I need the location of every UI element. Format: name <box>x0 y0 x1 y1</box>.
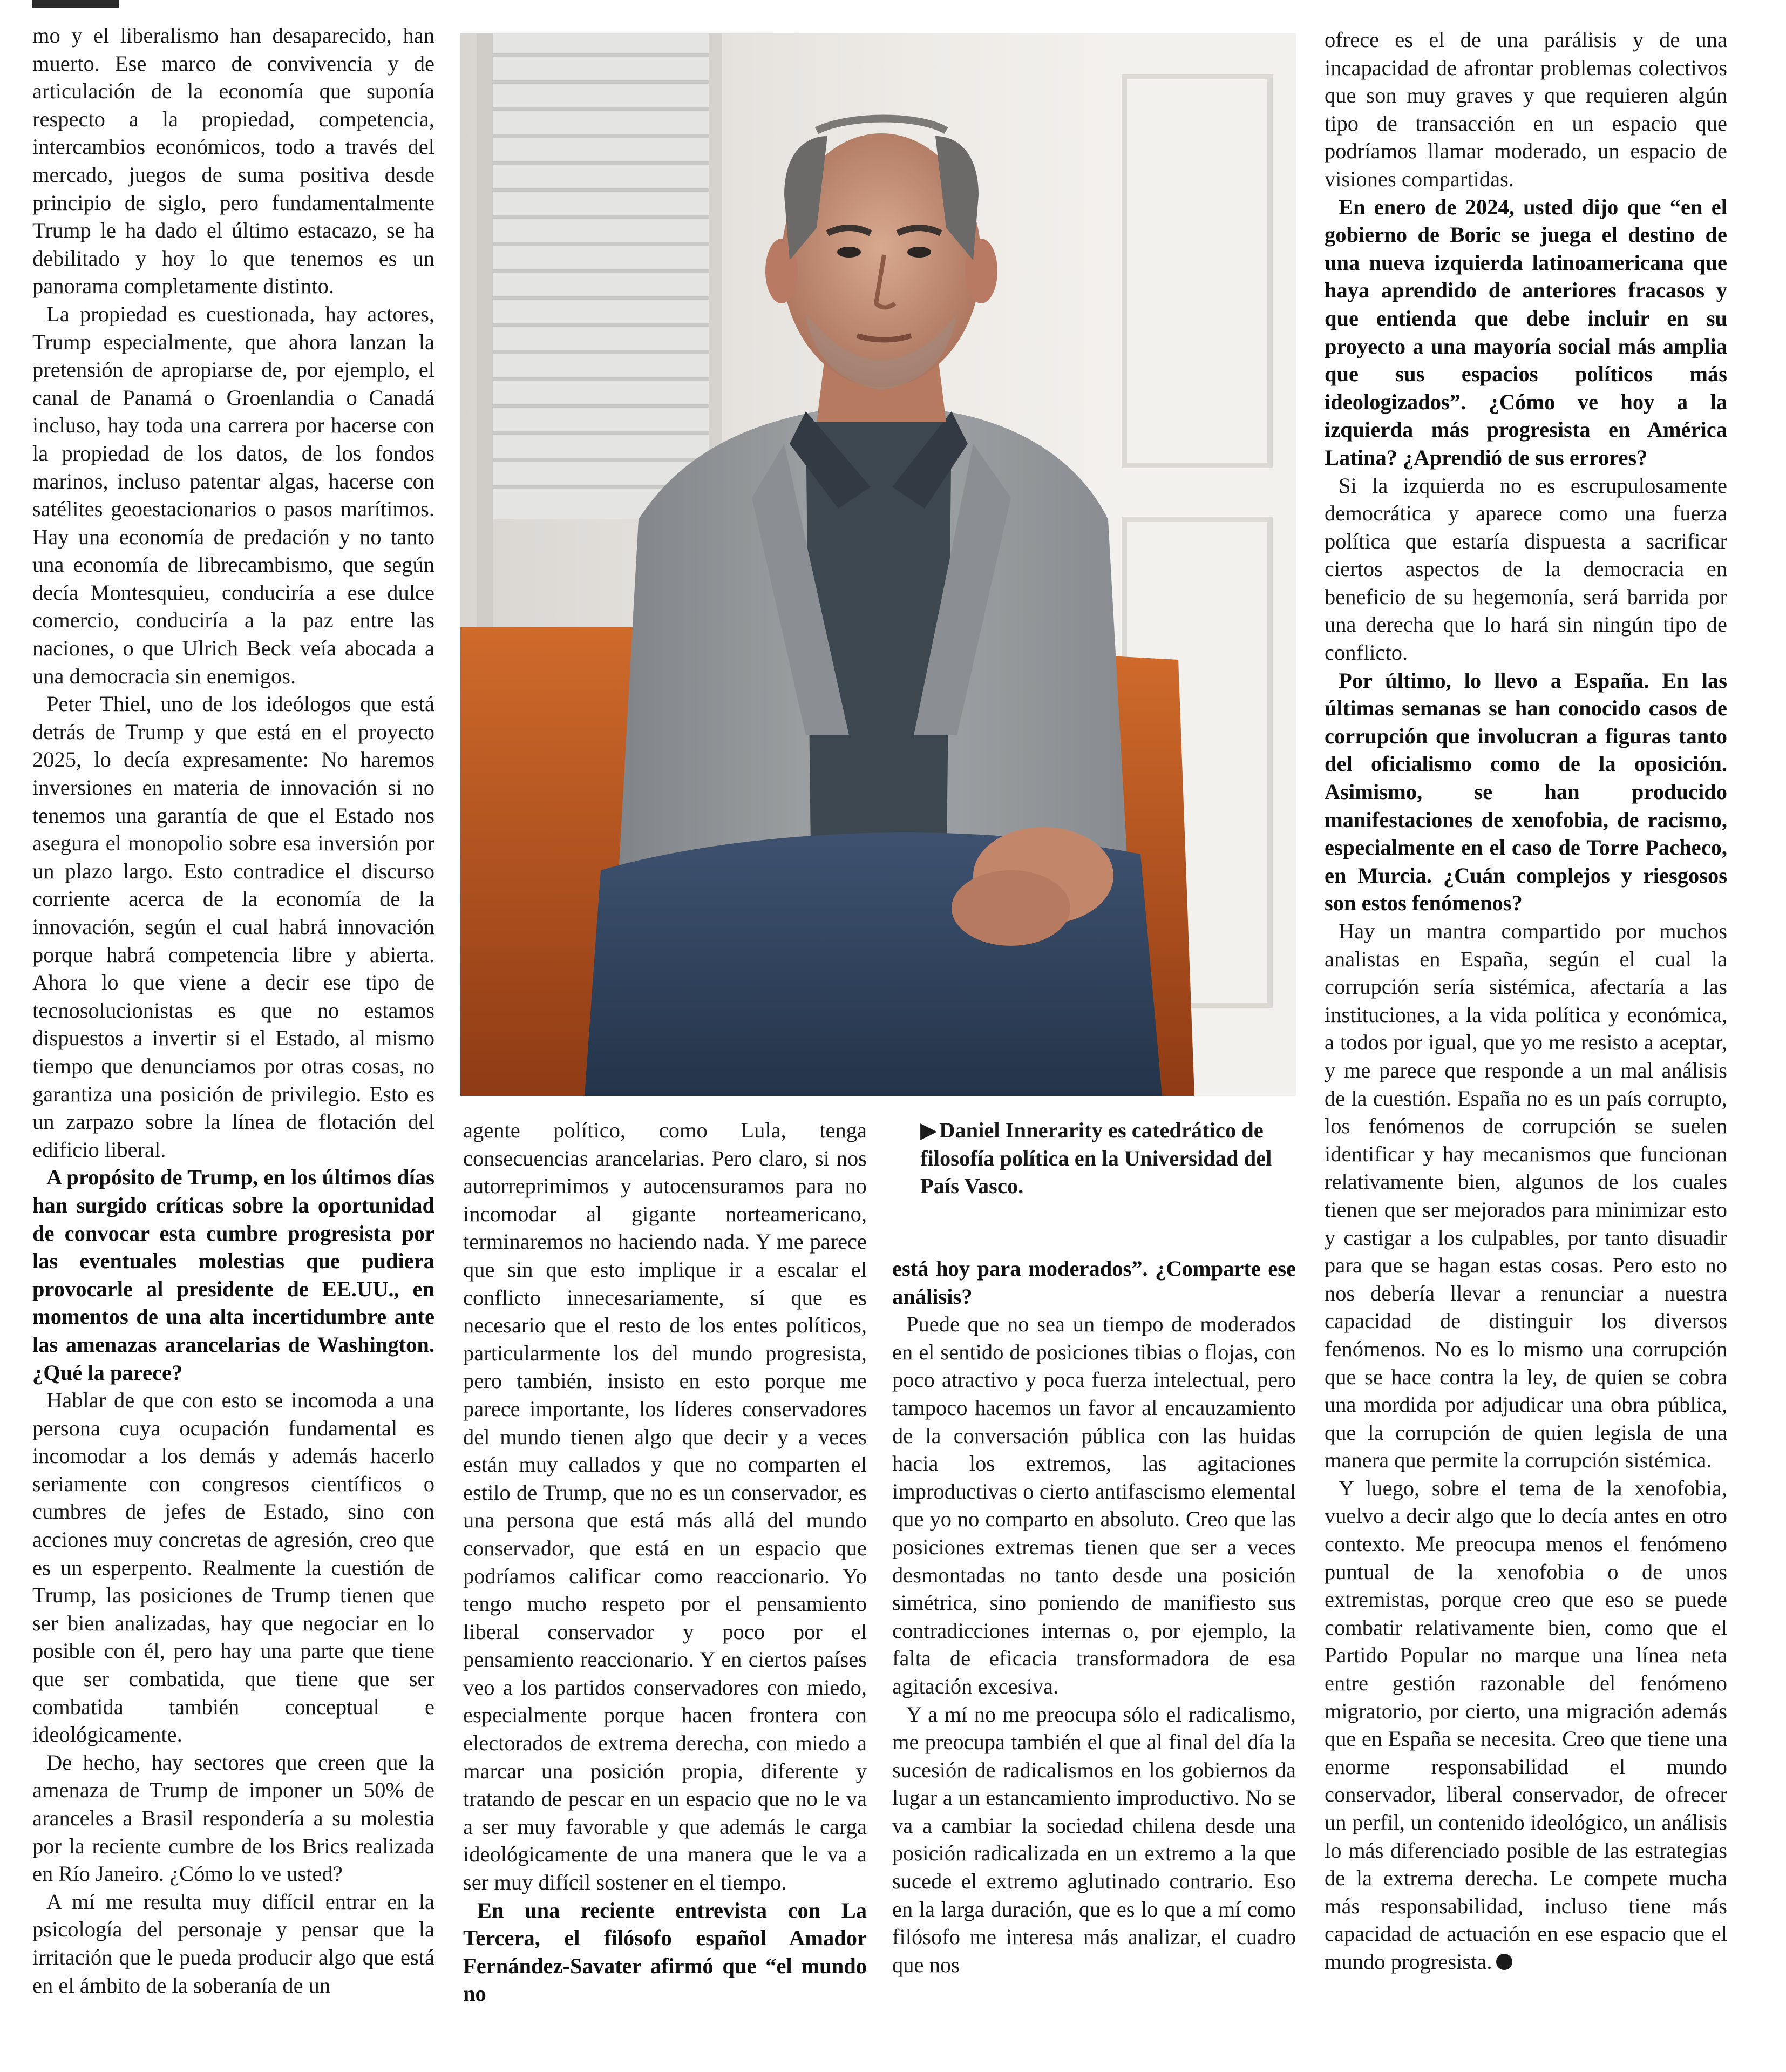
article-paragraph: agente político, como Lula, tenga consecuencias arancelarias. Pero claro, si nos autorreprimimos y autocensuramos para no incomodar al gigante norteamericano, terminaremos no haciendo nada. Y me parece que sin que esto implique ir a escalar el conflicto innecesariamente, sí que es necesario que el resto de los entes políticos, particularmente los del mundo progresista, pero también, insisto en esto porque me parece importante, los líderes conservadores del mundo tienen algo que decir y a veces están muy callados y que no comparten el estilo de Trump, que no es un conservador, es una persona que está más allá del mundo conservador, que está en un espacio que podríamos calificar como reaccionario. Yo tengo mucho respeto por el pensamiento liberal conservador y poco por el pensamiento reaccionario. Y en ciertos países veo a los partidos conservadores con miedo, especialmente porque hacen frontera con electorados de extrema derecha, con miedo a marcar una posición propia, diferente y tratando de pescar en un espacio que no le va a ser muy favorable y que además le carga ideológicamente de una manera que le va a ser muy difícil sostener en el tiempo. <box>463 1118 867 1895</box>
article-paragraph: De hecho, hay sectores que creen que la amenaza de Trump de imponer un 50% de aranceles a Brasil respondería a su molestia por la reciente cumbre de los Brics realizada en Río Janeiro. ¿Cómo lo ve usted? <box>32 1750 434 1886</box>
interview-question: está hoy para moderados”. ¿Comparte ese análisis? <box>892 1256 1296 1309</box>
portrait-illustration <box>460 33 1296 1096</box>
article-paragraph: ofrece es el de una parálisis y de una incapacidad de afrontar problemas colectivos que son muy graves y que requieren algún tipo de transacción en un espacio que podríamos llamar moderado, un espacio de visiones compartidas. <box>1325 28 1727 191</box>
article-paragraph: Peter Thiel, uno de los ideólogos que está detrás de Trump y que está en el proyecto 2025, lo decía expresamente: No haremos inversiones en materia de innovación si no tenemos una garantía de que el Estado nos asegura el monopolio sobre esa inversión por un plazo largo. Esto contradice el discurso corriente acerca de la economía de la innovación, según el cual habrá innovación porque habrá competencia libre y abierta. Ahora lo que viene a decir ese tipo de tecnosolucionistas es que no estamos dispuestos a invertir si el Estado, al mismo tiempo que denunciamos por otras cosas, no garantiza una posición de privilegio. Esto es un zarpazo sobre la línea de flotación del edificio liberal. <box>32 692 434 1162</box>
end-mark-icon <box>1496 1954 1512 1970</box>
article-paragraph: mo y el liberalismo han desaparecido, han muerto. Ese marco de convivencia y de articulación de la economía que suponía respecto a la propiedad, competencia, intercambios económicos, todo a través del mercado, juegos de suma positiva desde principio de siglo, pero fundamentalmente Trump le ha dado el último estacazo, se ha debilitado y hoy lo que tenemos es un panorama completamente distinto. <box>32 23 434 299</box>
article-paragraph: Puede que no sea un tiempo de moderados en el sentido de posiciones tibias o flojas, con poco atractivo y poca fuerza intelectual, pero tampoco hacemos un favor al encauzamiento de la conversación pública con las huidas hacia los extremos, las agitaciones improductivas o cierto antifascismo elemental que yo no comparto en absoluto. Creo que las posiciones extremas tienen que ser a veces desmontadas no tanto desde una posición simétrica, sino poniendo de manifiesto sus contradicciones internas o, por ejemplo, la falta de eficacia transformadora de esa agitación excesiva. <box>892 1312 1296 1698</box>
caption-text: Daniel Innerarity es catedrático de filosofía política en la Universidad del País Vasco. <box>920 1118 1272 1198</box>
article-paragraph <box>1325 1474 1727 1976</box>
interview-question: Por último, lo llevo a España. En las últimas semanas se han conocido casos de corrupción que involucran a figuras tanto del oficialismo como de la oposición. Asimismo, se han producido manifestaciones de xenofobia, de racismo, especialmente en el caso de Torre Pacheco, en Murcia. ¿Cuán complejos y riesgosos son estos fenómenos? <box>1325 668 1727 916</box>
article-paragraph: A mí me resulta muy difícil entrar en la psicología del personaje y pensar que la irritación que le pueda producir algo que está en el ámbito de la soberanía de un <box>32 1889 434 1997</box>
triangle-right-icon: ▶ <box>920 1118 938 1142</box>
article-column-4 <box>1325 26 1727 2056</box>
article-column-2 <box>463 1116 867 2045</box>
article-paragraph: Si la izquierda no es escrupulosamente democrática y aparece como una fuerza política que estaría dispuesta a sacrificar ciertos aspectos de la democracia en beneficio de su hegemonía, será barrida por una derecha que lo hará sin ningún tipo de conflicto. <box>1325 473 1727 665</box>
article-column-3 <box>892 1255 1296 2048</box>
page-header-fragment <box>32 0 119 8</box>
article-paragraph: Hay un mantra compartido por muchos analistas en España, según el cual la corrupción sería sistémica, afectaría a las instituciones, a la vida política y económica, a todos por igual, que yo me resisto a aceptar, y me parece que responde a un mal análisis de la cuestión. España no es un país corrupto, los fenómenos de corrupción se suelen identificar y hay mecanismos que funcionan relativamente bien, algunos de los cuales tienen que ser mejorados para minimizar esto y castigar a los culpables, por tanto disuadir para que se hagan estas cosas. Pero esto no nos debería llevar a renunciar a nuestra capacidad de distinguir los diversos fenómenos. No es lo mismo una corrupción que se hace contra la ley, de quien se cobra una mordida por adjudicar una obra pública, que la corrupción de quien legisla de una manera que permite la corrupción sistémica. <box>1325 919 1727 1473</box>
article-paragraph: Y a mí no me preocupa sólo el radicalismo, me preocupa también el que al final del día la sucesión de radicalismos en los gobiernos da lugar a un estancamiento improductivo. No se va a cambiar la sociedad chilena desde una posición radicalizada en un extremo a la que sucede el extremo aglutinado contrario. Eso en la larga duración, que es lo que a mí como filósofo me interesa más analizar, el cuadro que nos <box>892 1702 1296 1977</box>
article-column-1 <box>32 22 434 2019</box>
article-paragraph-text: Y luego, sobre el tema de la xenofobia, vuelvo a decir algo que lo decía antes en otro contexto. Me preocupa menos el fenómeno puntual de la xenofobia o de unos extremistas, porque creo que eso se puede combatir relativamente bien, como que el Partido Popular no marque una línea neta entre gestión razonable del fenómeno migratorio, por cierto, una migración además que en España se necesita. Creo que tiene una enorme responsabilidad el mundo conservador, liberal conservador, de ofrecer un perfil, un contenido ideológico, un análisis lo más diferenciado posible de las estrategias de la extrema derecha. Le compete mucha más responsabilidad, incluso tiene más capacidad de actuación en ese espacio que el mundo progresista. <box>1325 1475 1727 1974</box>
interview-question: En una reciente entrevista con La Tercera, el filósofo español Amador Fernández-Savater afirmó que “el mundo no <box>463 1898 867 2006</box>
interview-question: En enero de 2024, usted dijo que “en el gobierno de Boric se juega el destino de una nueva izquierda latinoamericana que haya aprendido de anteriores fracasos y que entienda que debe incluir en su proyecto a una mayoría social más amplia que sus espacios políticos más ideologizados”. ¿Cómo ve hoy a la izquierda más progresista en América Latina? ¿Aprendió de sus errores? <box>1325 194 1727 470</box>
interview-question: A propósito de Trump, en los últimos días han surgido críticas sobre la oportunidad de convocar esta cumbre progresista por las eventuales molestias que pudiera provocarle al presidente de EE.UU., en momentos de una alta incertidumbre ante las amenazas arancelarias de Washington. ¿Qué la parece? <box>32 1165 434 1385</box>
portrait-photo <box>460 33 1296 1096</box>
article-paragraph: La propiedad es cuestionada, hay actores, Trump especialmente, que ahora lanzan la pretensión de apropiarse de, por ejemplo, el canal de Panamá o Groenlandia o Canadá incluso, hay toda una carrera por hacerse con la propiedad de los datos, de los fondos marinos, incluso patentar algas, hacerse con satélites geoestacionarios o pasos marítimos. Hay una economía de predación y no tanto una economía de librecambismo, que según decía Montesquieu, conduciría a ese dulce comercio, conduciría a la paz entre las naciones, o que Ulrich Beck veía abocada a una democracia sin enemigos. <box>32 301 434 688</box>
photo-caption <box>920 1116 1295 1200</box>
article-paragraph: Hablar de que con esto se incomoda a una persona cuya ocupación fundamental es incomodar a los demás y además hacerlo seriamente con congresos científicos o cumbres de jefes de Estado, sino con acciones muy concretas de agresión, creo que es un esperpento. Realmente la cuestión de Trump, las posiciones de Trump tienen que ser bien analizadas, hay que negociar en lo posible con él, pero hay una parte que tiene que ser combatida, que tiene que ser combatida también conceptual e ideológicamente. <box>32 1388 434 1747</box>
